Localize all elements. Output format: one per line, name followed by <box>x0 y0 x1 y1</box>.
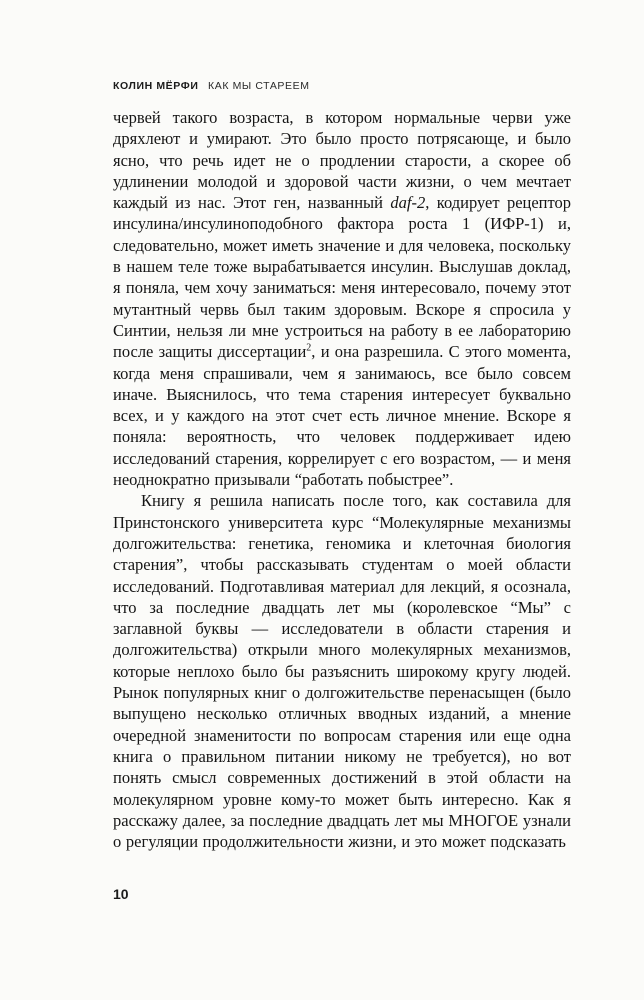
text-run: червей такого возраста, в котором нормальные черви уже дряхлеют и умирают. Это было просто потрясающе, и было ясно, что речь идет не о продлении старости, а скорее об удлинении молодой и здоровой части жизни, о чем мечтает каждый из нас. Этот ген, названный <box>113 108 571 213</box>
header-author: КОЛИН МЁРФИ <box>113 80 199 92</box>
text-run: , кодирует рецептор инсулина/инсулиноподобного фактора роста 1 (ИФР-1) и, следовательно, может иметь значение и для человека, поскольку в нашем теле тоже вырабатывается инсулин. Выслушав доклад, я поняла, чем хочу заниматься: меня интересовало, почему этот мутантный червь был таким здоровым. Вскоре я спросила у Синтии, нельзя ли мне устроиться на работу в ее лабораторию после защиты диссертации <box>113 193 572 362</box>
header-book-title: КАК МЫ СТАРЕЕМ <box>208 80 310 92</box>
text-run: daf-2 <box>390 193 426 213</box>
paragraph <box>113 490 571 852</box>
paragraph <box>113 107 571 490</box>
text-run: Книгу я решила написать после того, как составила для Принстонского университета курс “Молекулярные механизмы долгожительства: генетика, геномика и клеточная биология старения”, чтобы рассказывать студентам о моей области исследований. Подготавливая материал для лекций, я осознала, что за последние двадцать лет мы (королевское “Мы” с заглавной буквы — исследователи в области старения и долгожительства) открыли много молекулярных механизмов, которые неплохо было бы разъяснить широкому кругу людей. Рынок популярных книг о долгожительстве перенасыщен (было выпущено несколько отличных вводных изданий, а мнение очередной знаменитости по вопросам старения или еще одна книга о правильном питании никому не требуется), но вот понять смысл современных достижений в этой области на молекулярном уровне кому-то может быть интересно. Как я расскажу далее, за последние двадцать лет мы МНОГОЕ узнали о регуляции продолжительности жизни, и это может подсказать <box>113 491 571 852</box>
text-run: 2 <box>306 342 312 354</box>
text-run: , и она разрешила. С этого момента, когда меня спрашивали, чем я занимаюсь, все было совсем иначе. Выяснилось, что тема старения интересует буквально всех, и у каждого на этот счет есть личное мнение. Вскоре я поняла: вероятность, что человек поддерживает идею исследований старения, коррелирует с его возрастом, — и меня неоднократно призывали “работать побыстрее”. <box>113 342 572 490</box>
page-number: 10 <box>113 886 129 902</box>
body-text <box>113 107 571 852</box>
running-header <box>113 80 570 92</box>
page-footer <box>113 886 129 904</box>
